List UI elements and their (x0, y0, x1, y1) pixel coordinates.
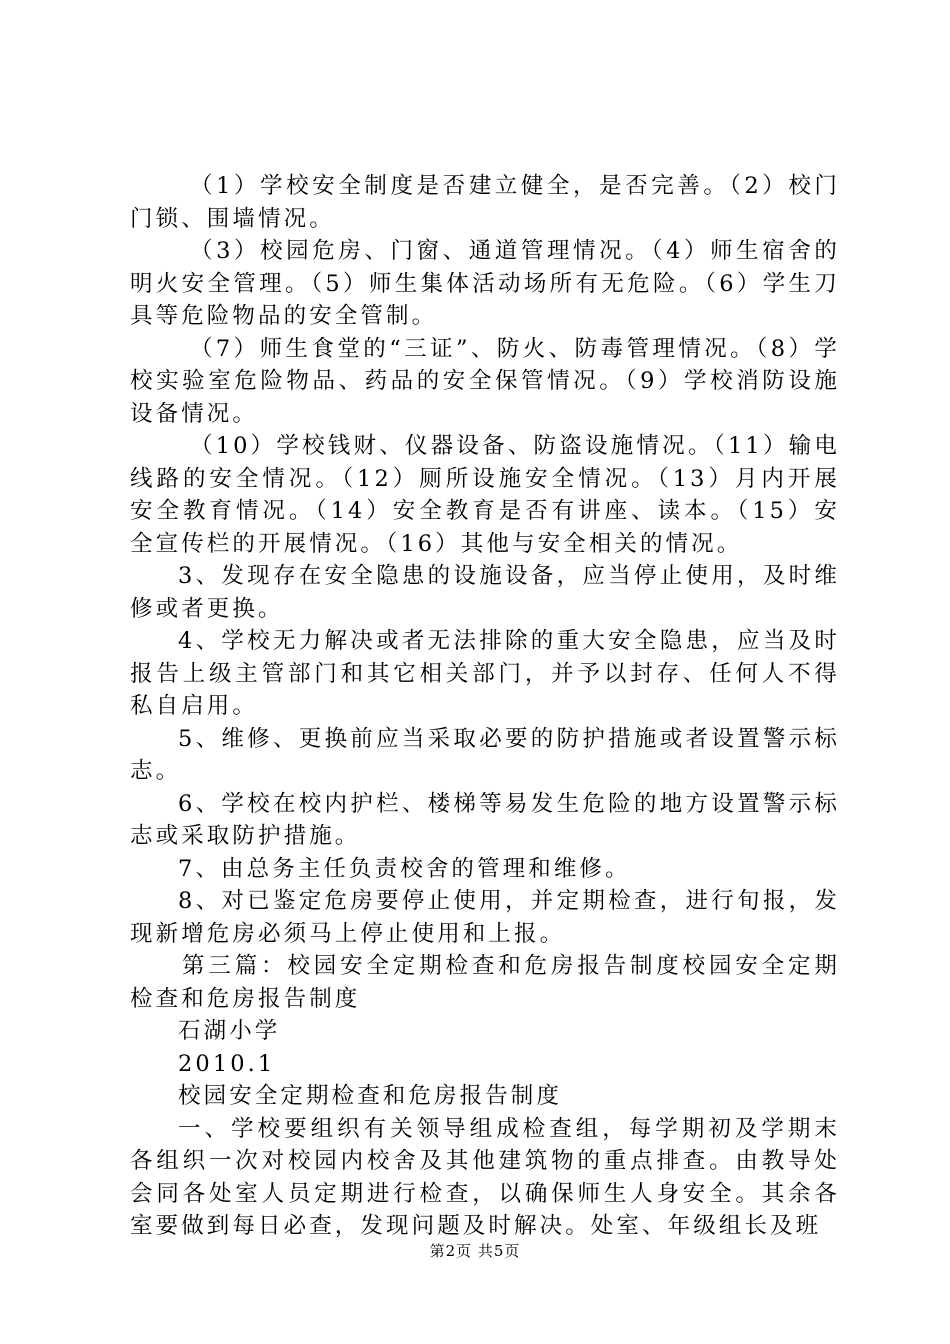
paragraph-item-7: 7、由总务主任负责校舍的管理和维修。 (178, 855, 631, 882)
paragraph-checklist-3: （7）师生食堂的“三证”、防火、防毒管理情况。（8）学校实验室危险物品、药品的安全保管情况。（9）学校消防设施设备情况。 (130, 335, 840, 427)
document-title: 校园安全定期检查和危房报告制度 (178, 1083, 563, 1109)
paragraph-item-3: 3、发现存在安全隐患的设施设备，应当停止使用，及时维修或者更换。 (130, 563, 840, 622)
paragraph-checklist-2: （3）校园危房、门窗、通道管理情况。（4）师生宿舍的明火安全管理。（5）师生集体活动场所有无危险。（6）学生刀具等危险物品的安全管制。 (130, 238, 840, 329)
document-date: 2010.1 (178, 1050, 276, 1077)
section-heading-part-3: 第三篇：校园安全定期检查和危房报告制度校园安全定期检查和危房报告制度 (130, 953, 840, 1012)
document-body (130, 170, 840, 1243)
paragraph-item-6: 6、学校在校内护栏、楼梯等易发生危险的地方设置警示标志或采取防护措施。 (130, 790, 840, 849)
paragraph-item-5: 5、维修、更换前应当采取必要的防护措施或者设置警示标志。 (130, 725, 840, 784)
paragraph-item-4: 4、学校无力解决或者无法排除的重大安全隐患，应当及时报告上级主管部门和其它相关部门，并予以封存、任何人不得私自启用。 (130, 628, 840, 719)
paragraph-rule-1: 一、学校要组织有关领导组成检查组，每学期初及学期末各组织一次对校园内校舍及其他建筑物的重点排查。由教导处会同各处室人员定期进行检查，以确保师生人身安全。其余各室要做到每日必查，发现问题及时解决。处室、年级组长及班 (130, 1115, 840, 1239)
paragraph-item-8: 8、对已鉴定危房要停止使用，并定期检查，进行旬报，发现新增危房必须马上停止使用和上报。 (130, 888, 840, 947)
paragraph-checklist-4: （10）学校钱财、仪器设备、防盗设施情况。（11）输电线路的安全情况。（12）厕所设施安全情况。（13）月内开展安全教育情况。（14）安全教育是否有讲座、读本。（15）安全宣传栏的开展情况。（16）其他与安全相关的情况。 (130, 433, 840, 557)
paragraph-checklist-1: （1）学校安全制度是否建立健全，是否完善。（2）校门门锁、围墙情况。 (130, 173, 840, 232)
page-footer: 第2页 共5页 (429, 1242, 521, 1260)
school-name: 石湖小学 (178, 1018, 281, 1044)
